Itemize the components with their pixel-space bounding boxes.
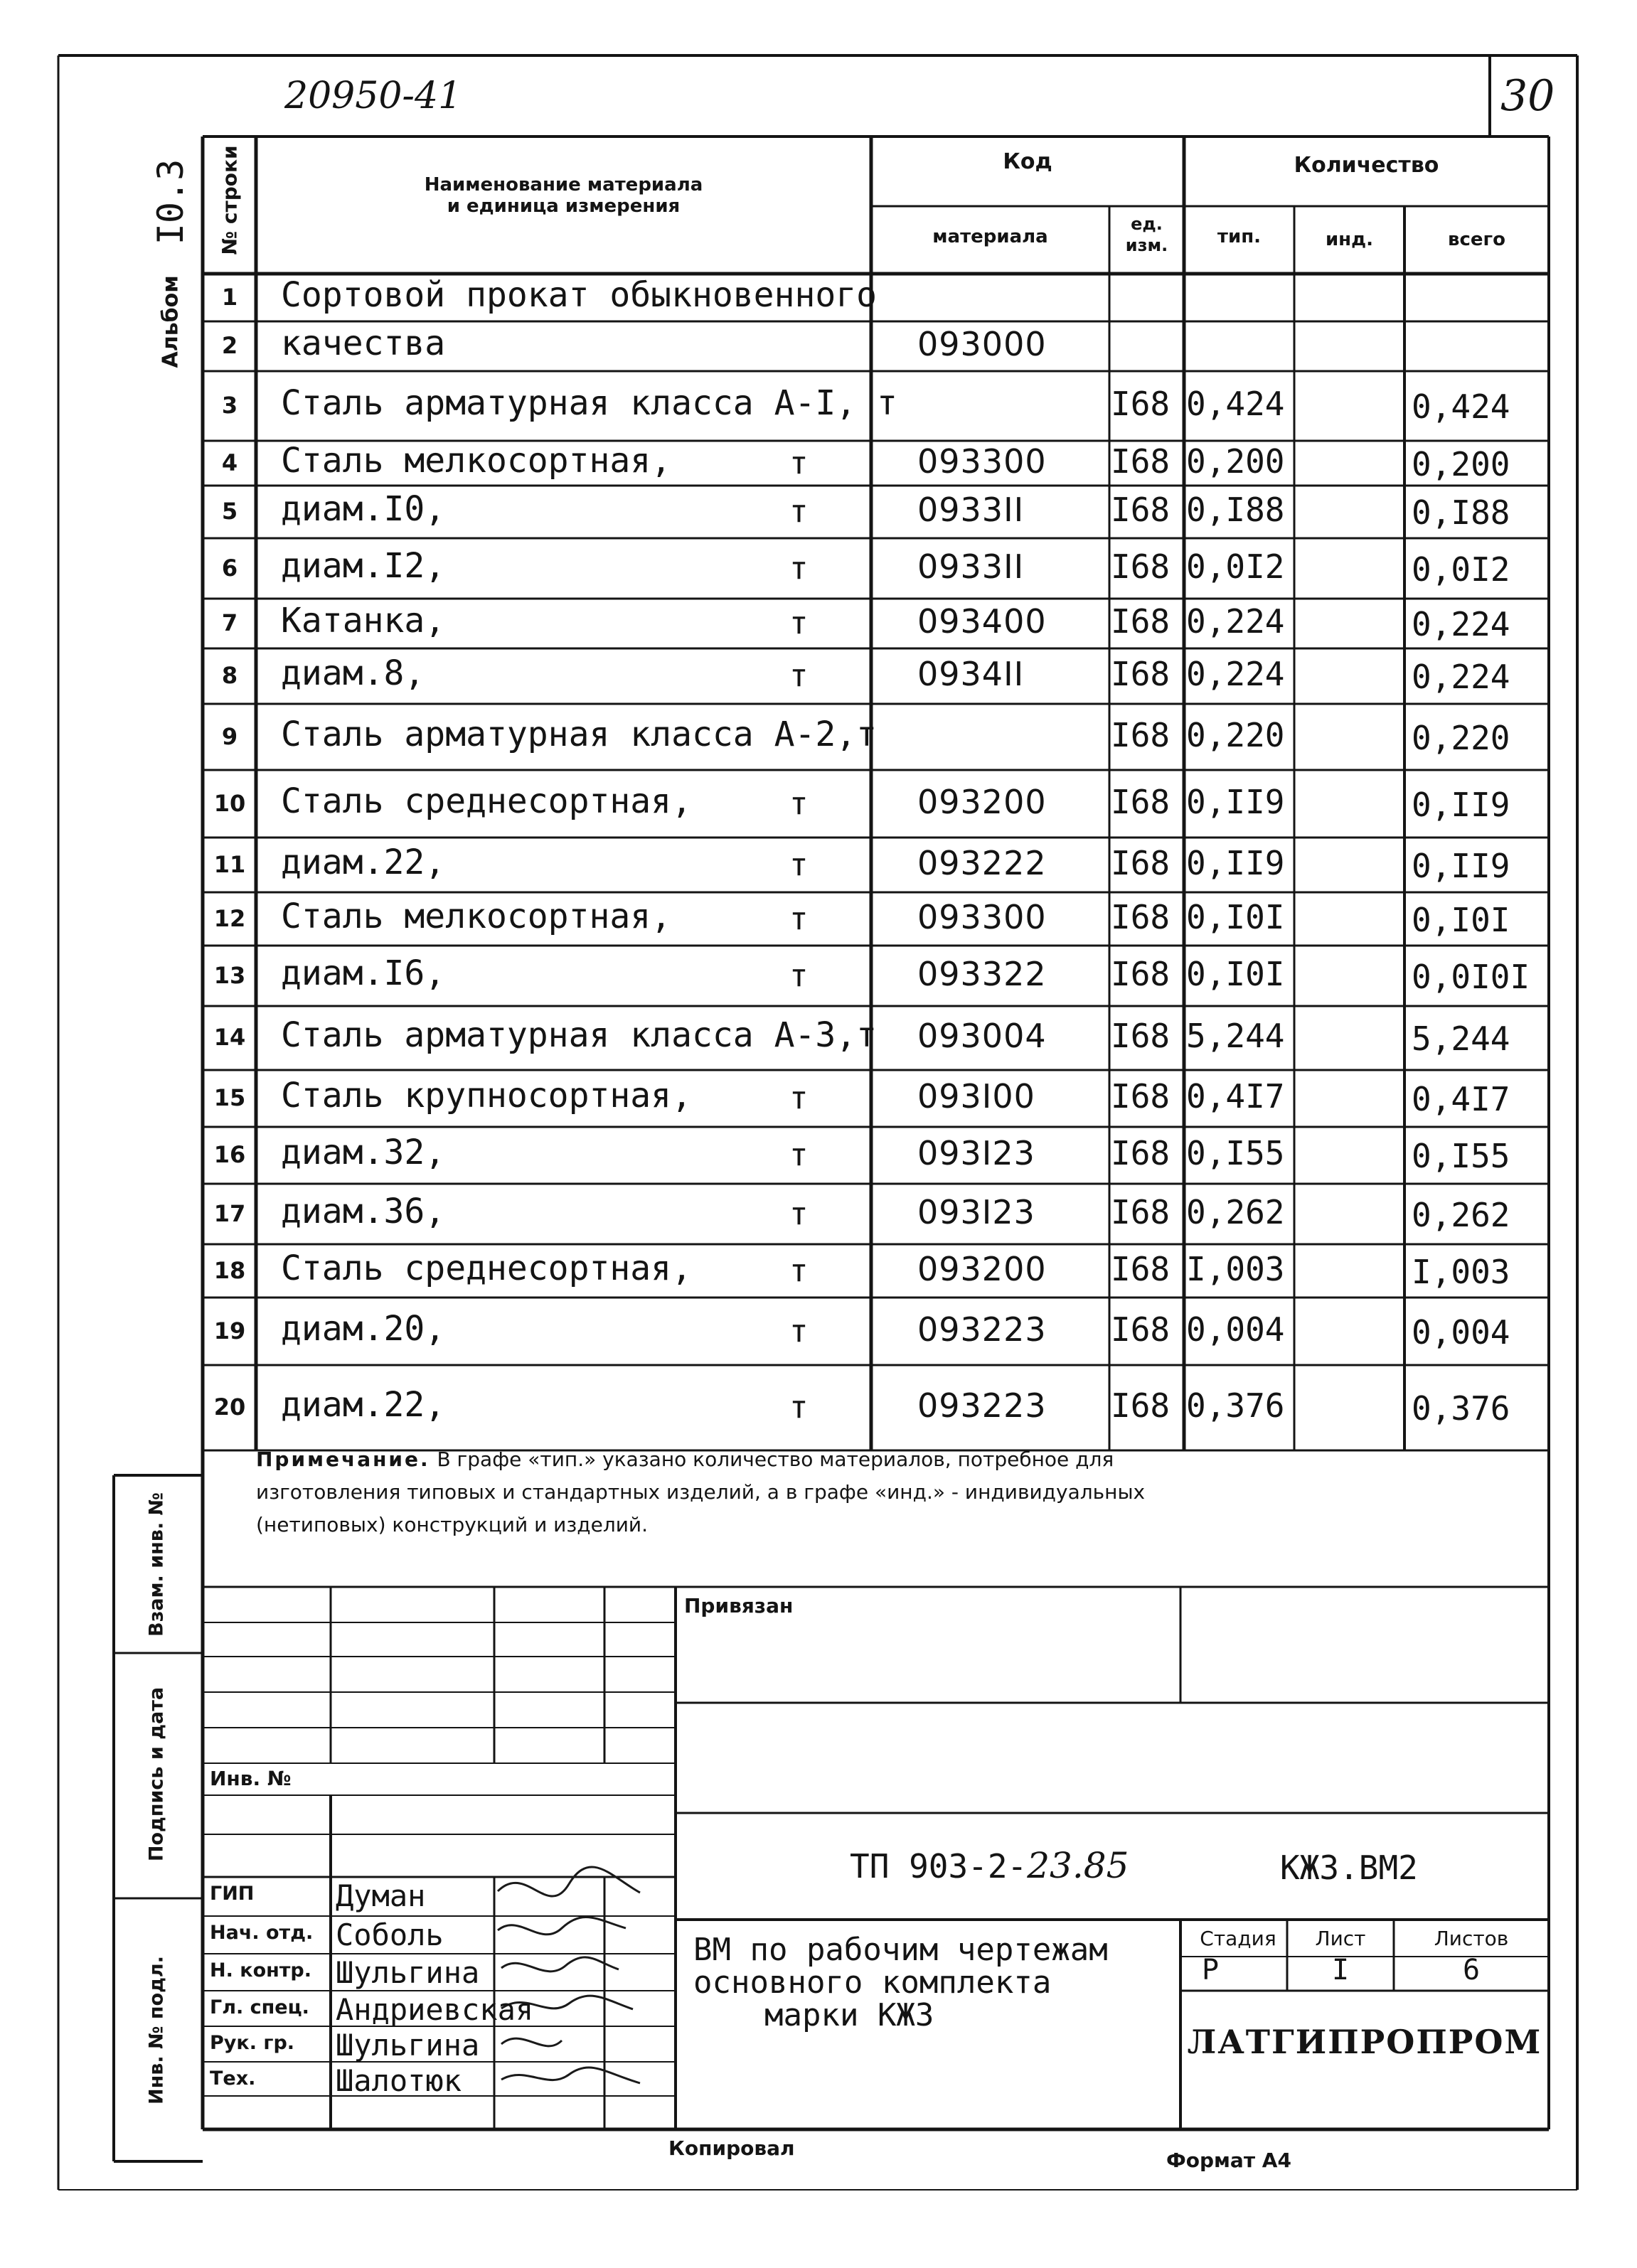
doc-title-line3: марки КЖЗ: [764, 1997, 934, 2033]
row-number: 4: [221, 449, 238, 476]
material-code: 093223: [917, 1386, 1047, 1425]
header-code-material: материала: [932, 226, 1048, 247]
material-name: диам.20,: [281, 1308, 446, 1349]
material-name: диам.36,: [281, 1191, 446, 1231]
role-person: Думан: [336, 1878, 426, 1913]
role-person: Соболь: [336, 1917, 444, 1952]
qty-total: 0,224: [1412, 605, 1510, 643]
stage-value: Р: [1201, 1954, 1220, 1986]
qty-total: 0,0I0I: [1412, 957, 1530, 996]
row-number: 10: [213, 789, 246, 817]
qty-type: 0,224: [1186, 602, 1285, 641]
doc-title: [693, 1934, 1108, 2032]
qty-type: 0,376: [1186, 1386, 1285, 1425]
unit-code: I68: [1111, 1134, 1171, 1172]
material-code: 093200: [917, 1249, 1047, 1288]
material-unit: т: [789, 785, 809, 822]
doc-title-line2: основного комплекта: [693, 1964, 1052, 2001]
sheets-label: Листов: [1434, 1927, 1509, 1950]
qty-type: 0,I0I: [1186, 954, 1285, 993]
header-qty-total: всего: [1448, 229, 1505, 250]
material-unit: т: [789, 1252, 809, 1289]
material-unit: т: [789, 1080, 809, 1116]
note-line1: В графе «тип.» указано количество материалов, потребное для: [437, 1448, 1114, 1471]
row-number: 16: [213, 1141, 246, 1168]
role-label: Тех.: [210, 2068, 256, 2090]
qty-type: 0,II9: [1186, 843, 1285, 882]
copied-label: Копировал: [668, 2136, 795, 2160]
material-code: 093222: [917, 843, 1047, 882]
material-unit: т: [789, 846, 809, 883]
stamp-inv: Инв. № подл.: [145, 1956, 168, 2104]
material-unit: т: [789, 1137, 809, 1173]
doc-number: 20950-41: [284, 75, 462, 117]
qty-type: 5,244: [1186, 1017, 1285, 1055]
material-name: Сталь среднесортная,: [281, 781, 692, 821]
material-code: 0933II: [917, 547, 1025, 586]
note: [256, 1443, 1145, 1541]
material-code: 093400: [917, 602, 1047, 641]
qty-total: 0,II9: [1412, 846, 1510, 885]
row-number: 12: [213, 904, 246, 932]
qty-type: 0,I55: [1186, 1134, 1285, 1172]
material-name: Сталь арматурная класса А-I, т: [281, 383, 897, 423]
material-name: диам.8,: [281, 653, 425, 693]
material-name: Сталь арматурная класса А-2,т: [281, 714, 878, 754]
role-person: Шульгина: [336, 1955, 480, 1990]
sheet-label: Лист: [1315, 1927, 1366, 1950]
qty-total: 0,004: [1412, 1312, 1510, 1352]
qty-type: 0,II9: [1186, 782, 1285, 821]
unit-code: I68: [1111, 843, 1171, 882]
format-label: Формат А4: [1166, 2149, 1291, 2172]
qty-type: 0,424: [1186, 385, 1285, 423]
unit-code: I68: [1111, 1386, 1171, 1425]
material-name: диам.I2,: [281, 545, 446, 586]
header-name: Наименование материала и единица измерения: [424, 174, 703, 217]
material-unit: т: [789, 900, 809, 937]
stamp-podpis: Подпись и дата: [145, 1686, 168, 1862]
material-unit: т: [789, 1195, 809, 1232]
role-person: Шульгина: [336, 2028, 480, 2063]
qty-total: 5,244: [1412, 1020, 1510, 1058]
role-label: Нач. отд.: [210, 1922, 314, 1944]
material-unit: т: [789, 493, 809, 530]
unit-code: I68: [1111, 1077, 1171, 1116]
material-name: Сталь мелкосортная,: [281, 896, 672, 936]
role-label: ГИП: [210, 1883, 255, 1905]
mark: КЖЗ.ВМ2: [1280, 1849, 1418, 1887]
designation: [850, 1845, 1129, 1886]
material-code: 093223: [917, 1310, 1047, 1349]
material-code: 093300: [917, 442, 1047, 481]
page-number: 30: [1500, 71, 1555, 121]
material-code: 0934II: [917, 655, 1025, 693]
unit-code: I68: [1111, 715, 1171, 754]
album-label: Альбом: [158, 275, 183, 368]
note-line3: (нетиповых) конструкций и изделий.: [256, 1513, 649, 1536]
header-code: Код: [1003, 149, 1052, 174]
material-code: 093I23: [917, 1192, 1035, 1231]
sheets-value: 6: [1462, 1954, 1481, 1986]
role-label: Н. контр.: [210, 1959, 312, 1981]
unit-code: I68: [1111, 1249, 1171, 1288]
row-number: 19: [213, 1317, 246, 1344]
row-number: 11: [213, 850, 246, 878]
qty-type: 0,0I2: [1186, 547, 1285, 586]
header-row-no: № строки: [218, 145, 242, 255]
row-number: 7: [221, 609, 238, 636]
qty-total: 0,4I7: [1412, 1080, 1510, 1118]
qty-type: 0,I88: [1186, 491, 1285, 529]
unit-code: I68: [1111, 954, 1171, 993]
unit-code: I68: [1111, 897, 1171, 936]
qty-type: 0,262: [1186, 1192, 1285, 1231]
row-number: 9: [221, 722, 238, 750]
material-name: Сталь арматурная класса А-3,т: [281, 1015, 878, 1055]
qty-type: 0,004: [1186, 1310, 1285, 1349]
header-code-unit: ед. изм.: [1125, 214, 1168, 255]
stage-label: Стадия: [1200, 1927, 1276, 1950]
qty-total: 0,0I2: [1412, 550, 1510, 589]
material-unit: т: [789, 1312, 809, 1349]
inv-no-label: Инв. №: [210, 1767, 292, 1790]
qty-total: 0,II9: [1412, 785, 1510, 824]
qty-type: 0,200: [1186, 442, 1285, 481]
signatures: [498, 1867, 640, 2083]
row-number: 5: [221, 498, 238, 525]
privyazan-label: Привязан: [684, 1594, 794, 1617]
unit-code: I68: [1111, 1017, 1171, 1055]
qty-total: 0,I88: [1412, 493, 1510, 532]
unit-code: I68: [1111, 491, 1171, 529]
unit-code: I68: [1111, 385, 1171, 423]
sheet-value: I: [1331, 1954, 1350, 1986]
header-qty-ind: инд.: [1325, 229, 1374, 250]
unit-code: I68: [1111, 602, 1171, 641]
row-number: 18: [213, 1256, 246, 1284]
qty-type: 0,220: [1186, 715, 1285, 754]
unit-code: I68: [1111, 547, 1171, 586]
role-person: Андриевская: [336, 1992, 534, 2027]
row-number: 20: [213, 1394, 246, 1421]
unit-code: I68: [1111, 442, 1171, 481]
organization: ЛАТГИПРОПРОМ: [1187, 2023, 1542, 2061]
material-unit: т: [789, 605, 809, 641]
unit-code: I68: [1111, 782, 1171, 821]
material-unit: т: [789, 1389, 809, 1425]
material-code: 093322: [917, 954, 1047, 993]
material-unit: т: [789, 550, 809, 587]
material-name: Сталь мелкосортная,: [281, 440, 672, 481]
note-label: Примечание.: [256, 1448, 430, 1471]
qty-total: 0,I55: [1412, 1137, 1510, 1175]
material-name: диам.22,: [281, 1385, 446, 1425]
row-number: 8: [221, 662, 238, 689]
row-number: 1: [221, 283, 238, 311]
qty-total: 0,200: [1412, 444, 1510, 483]
role-label: Рук. гр.: [210, 2032, 295, 2054]
material-code: 093000: [917, 325, 1047, 363]
album-value: I0.3: [150, 159, 191, 245]
qty-total: 0,220: [1412, 718, 1510, 757]
unit-code: I68: [1111, 655, 1171, 693]
qty-total: I,003: [1412, 1252, 1510, 1291]
material-unit: т: [789, 444, 809, 481]
qty-type: 0,4I7: [1186, 1077, 1285, 1116]
row-number: 6: [221, 554, 238, 582]
header-quantity: Количество: [1294, 153, 1439, 178]
stamp-vzam: Взам. инв. №: [145, 1492, 168, 1637]
row-number: 13: [213, 961, 246, 989]
material-name: Сортовой прокат обыкновенного: [281, 274, 878, 315]
row-number: 15: [213, 1084, 246, 1111]
material-code: 093004: [917, 1017, 1047, 1055]
material-code: 093I00: [917, 1077, 1035, 1116]
role-label: Гл. спец.: [210, 1996, 309, 2018]
material-code: 093I23: [917, 1134, 1035, 1172]
material-name: диам.I6,: [281, 953, 446, 993]
material-code: 093300: [917, 897, 1047, 936]
row-number: 2: [221, 332, 238, 359]
row-number: 3: [221, 392, 238, 419]
material-code: 0933II: [917, 491, 1025, 529]
designation-printed: ТП 903-2-: [850, 1847, 1028, 1885]
material-name: диам.I0,: [281, 489, 446, 529]
qty-total: 0,I0I: [1412, 900, 1510, 939]
designation-hand: 23.85: [1027, 1845, 1129, 1886]
header-qty-type: тип.: [1217, 226, 1262, 247]
role-person: Шалотюк: [336, 2063, 462, 2098]
qty-total: 0,424: [1412, 387, 1510, 426]
qty-type: I,003: [1186, 1249, 1285, 1288]
doc-title-line1: ВМ по рабочим чертежам: [693, 1932, 1108, 1968]
qty-type: 0,I0I: [1186, 897, 1285, 936]
material-name: диам.22,: [281, 842, 446, 882]
qty-total: 0,376: [1412, 1389, 1510, 1428]
material-name: качества: [281, 323, 446, 363]
material-code: 093200: [917, 782, 1047, 821]
qty-type: 0,224: [1186, 655, 1285, 693]
material-name: Катанка,: [281, 601, 446, 641]
row-number: 17: [213, 1199, 246, 1227]
material-name: Сталь крупносортная,: [281, 1076, 692, 1116]
note-line2: изготовления типовых и стандартных изделий, а в графе «инд.» - индивидуальных: [256, 1480, 1146, 1504]
material-unit: т: [789, 658, 809, 694]
unit-code: I68: [1111, 1310, 1171, 1349]
material-name: диам.32,: [281, 1133, 446, 1172]
row-number: 14: [213, 1024, 246, 1051]
qty-total: 0,262: [1412, 1195, 1510, 1234]
qty-total: 0,224: [1412, 658, 1510, 696]
unit-code: I68: [1111, 1192, 1171, 1231]
material-unit: т: [789, 957, 809, 994]
material-name: Сталь среднесортная,: [281, 1248, 692, 1288]
